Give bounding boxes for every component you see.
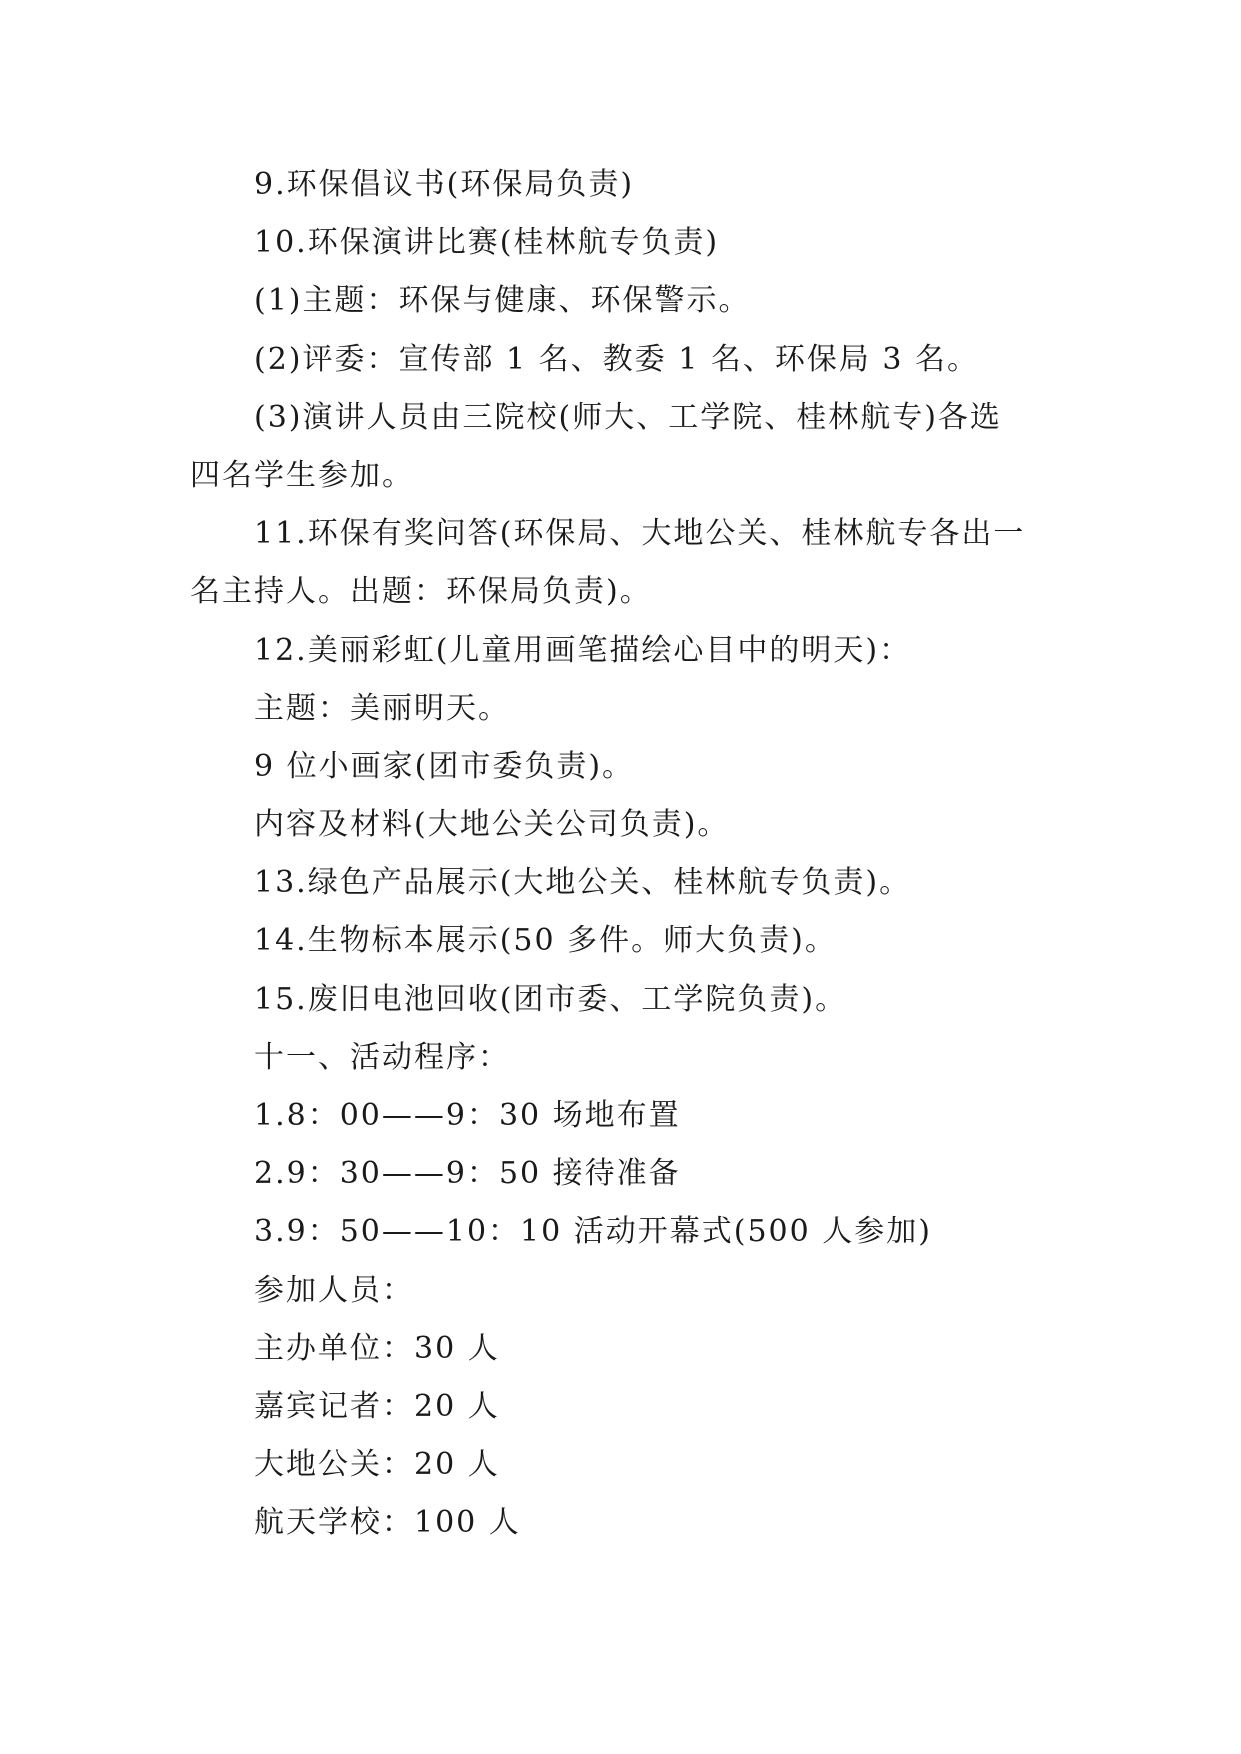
schedule-item: 3.9：50——10：10 活动开幕式(500 人参加) (254, 1214, 932, 1250)
paragraph-line: 13.绿色产品展示(大地公关、桂林航专负责)。 (254, 865, 912, 901)
paragraph-line: 10.环保演讲比赛(桂林航专负责) (254, 225, 720, 261)
paragraph-line: 主题：美丽明天。 (254, 690, 510, 726)
paragraph-line: 15.废旧电池回收(团市委、工学院负责)。 (254, 981, 848, 1017)
schedule-item: 2.9：30——9：50 接待准备 (254, 1156, 681, 1192)
attendee-line: 嘉宾记者：20 人 (254, 1388, 500, 1424)
schedule-item: 1.8：00——9：30 场地布置 (254, 1098, 681, 1133)
paragraph-line: 9.环保倡议书(环保局负责) (254, 167, 635, 202)
paragraph-line: 12.美丽彩虹(儿童用画笔描绘心目中的明天)： (254, 632, 912, 668)
paragraph-line: 内容及材料(大地公关公司负责)。 (254, 807, 730, 843)
paragraph-line: 名主持人。出题：环保局负责)。 (190, 574, 652, 610)
paragraph-line: 四名学生参加。 (190, 457, 414, 493)
paragraph-line: 11.环保有奖问答(环保局、大地公关、桂林航专各出一 (254, 516, 1026, 552)
attendee-line: 大地公关：20 人 (254, 1447, 500, 1483)
section-heading: 十一、活动程序： (254, 1039, 510, 1075)
attendee-line: 航天学校：100 人 (254, 1505, 521, 1541)
paragraph-line: 9 位小画家(团市委负责)。 (254, 748, 635, 784)
paragraph-line: (1)主题：环保与健康、环保警示。 (254, 283, 751, 319)
attendee-line: 主办单位：30 人 (254, 1330, 500, 1366)
paragraph-line: (2)评委：宣传部 1 名、教委 1 名、环保局 3 名。 (254, 341, 979, 377)
paragraph-line: 参加人员： (254, 1272, 414, 1308)
paragraph-line: (3)演讲人员由三院校(师大、工学院、桂林航专)各选 (254, 399, 1002, 435)
paragraph-line: 14.生物标本展示(50 多件。师大负责)。 (254, 923, 837, 959)
document-body (190, 156, 1050, 1553)
